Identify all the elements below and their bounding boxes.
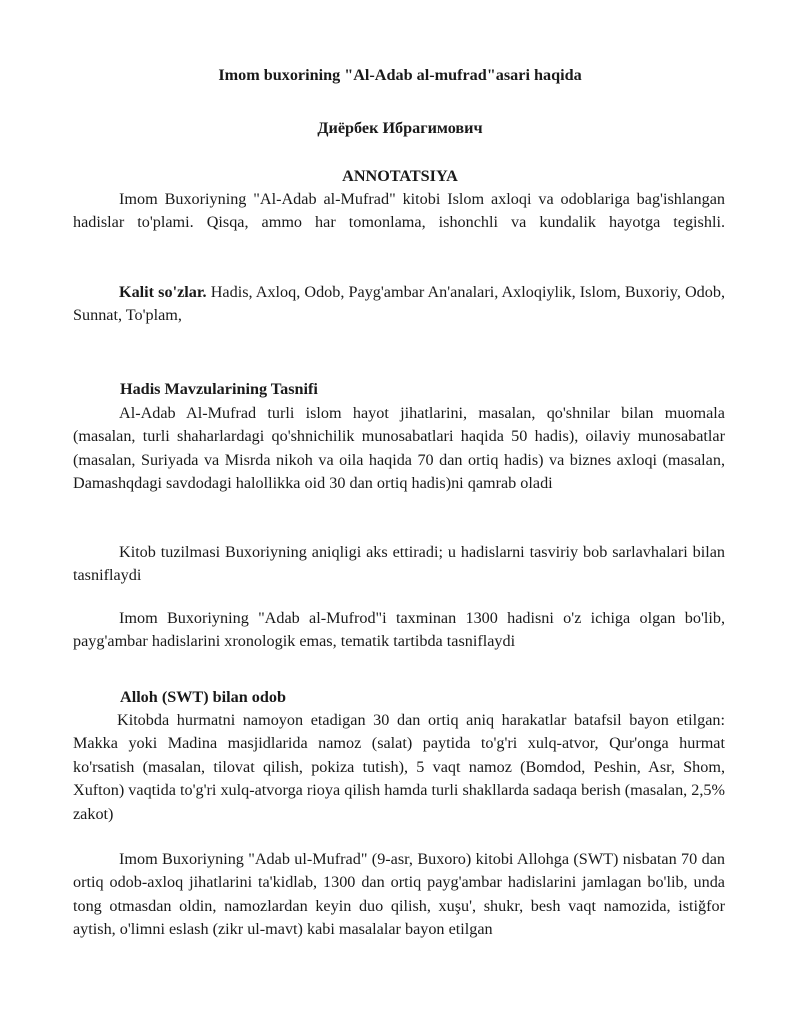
section1-paragraph: Kitob tuzilmasi Buxoriyning aniqligi aks ettiradi; u hadislarni tasviriy bob sarlavhalari bilan tasniflaydi — [73, 543, 725, 585]
document-title: Imom buxorining "Al-Adab al-mufrad"asari haqida — [218, 66, 582, 84]
section-heading-etiquette-with-allah: Alloh (SWT) bilan odob — [120, 688, 286, 706]
section1-paragraph: Al-Adab Al-Mufrad turli islom hayot jihatlarini, masalan, qo'shnilar bilan muomala (masalan, turli shaharlardagi qo'shnichilik munosabatlari haqida 50 hadis), oilaviy munosabatlar (masalan, Suriyada va Misrda nikoh va oila haqida 70 dan ortiq hadis) va biznes axloqi (masalan, Damashqdagi savdodagi halollikka oid 30 dan ortiq hadis)ni qamrab oladi — [73, 404, 725, 493]
section2-paragraph: Kitobda hurmatni namoyon etadigan 30 dan ortiq aniq harakatlar batafsil bayon etilgan: Makka yoki Madina masjidlarida namoz (salat) paytida to'g'ri xulq-atvor, Qur'onga hurmat ko'rsatish (masalan, tilovat qilish, pokiza tutish), 5 vaqt namoz (Bomdod, Peshin, Asr, Shom, Xufton) vaqtida to'g'ri xulq-atvorga rioya qilish hamda turli shakllarda sadaqa berish (masalan, 2,5% zakot) — [73, 711, 725, 823]
section1-paragraph: Imom Buxoriyning "Adab al-Mufrod"i taxminan 1300 hadisni o'z ichiga olgan bo'lib, payg'ambar hadislarini xronologik emas, tematik tartibda tasniflaydi — [73, 609, 725, 651]
section2-paragraph: Imom Buxoriyning "Adab ul-Mufrad" (9-asr, Buxoro) kitobi Allohga (SWT) nisbatan 70 dan ortiq odob-axloq jihatlarini ta'kidlab, 1300 dan ortiq payg'ambar hadislarini jamlagan bo'lib, unda tong otmasdan oldin, namozlardan keyin duo qilish, xuşu', shukr, besh vaqt namozida, istiğfor aytish, o'limni eslash (zikr ul-mavt) kabi masalalar bayon etilgan — [73, 850, 725, 939]
keywords-paragraph — [73, 281, 725, 328]
section-heading-hadith-classification: Hadis Mavzularining Tasnifi — [120, 380, 318, 398]
annotation-heading: ANNOTATSIYA — [342, 167, 458, 185]
annotation-paragraph: Imom Buxoriyning "Al-Adab al-Mufrad" kitobi Islom axloqi va odoblariga bag'ishlangan hadislar to'plami. Qisqa, ammo har tomonlama, ishonchli va kundalik hayotga tegishli. — [73, 190, 725, 232]
keywords-text: Hadis, Axloq, Odob, Payg'ambar An'analari, Axloqiylik, Islom, Buxoriy, Odob, Sunnat, To'plam, — [73, 283, 726, 325]
author-name: Диёрбек Ибрагимович — [317, 119, 483, 137]
keywords-label: Kalit so'zlar. — [119, 283, 207, 301]
